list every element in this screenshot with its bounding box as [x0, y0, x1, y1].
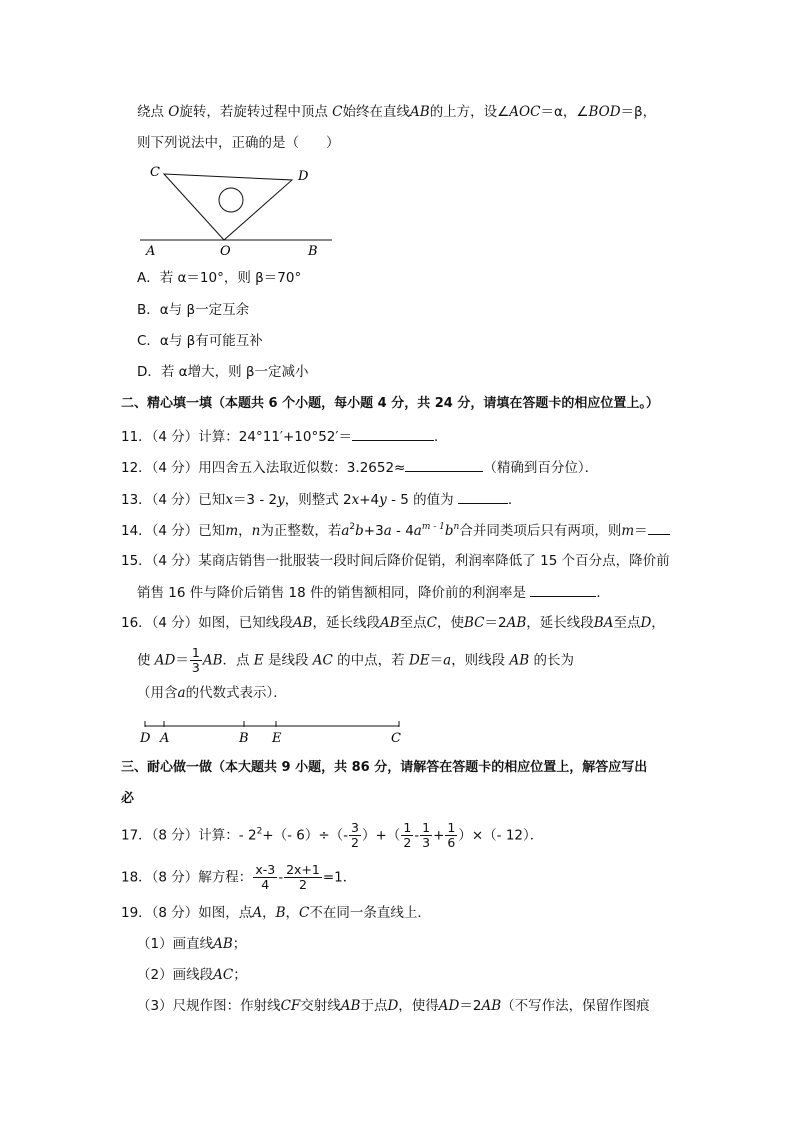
label-C: C: [150, 165, 160, 180]
q19-step2: （2）画线段AC；: [137, 967, 247, 983]
triangle-COD: [164, 174, 292, 240]
q16-line3: （用含a的代数式表示）．: [137, 685, 287, 701]
fraction-1-6: $\frac{1}{6}$: [447, 820, 456, 850]
q15-blank[interactable]: [530, 582, 596, 597]
q17: 17．（8 分）计算：- $2^2+(-$ 6）÷（- $\frac{3}{2}$ ）+（ $\frac{1}{2}$ - $\frac{1}{3}$ + $\frac{1}{6}$ ）×（- 12）．: [121, 820, 544, 850]
q16-line1: 16．（4 分）如图，已知线段AB，延长线段AB至点C，使BC＝2AB，延长线段BA至点D，: [121, 615, 665, 631]
q12-blank[interactable]: [405, 457, 483, 472]
q10-line1: 绕点 O旋转，若旋转过程中顶点 C始终在直线AB的上方，设∠AOC＝α，∠BOD＝β，: [137, 104, 657, 120]
label-O: O: [220, 244, 231, 259]
q11: 11．（4 分）计算：24°11′+10°52′＝ ．: [121, 426, 447, 447]
q10-figure: [140, 160, 340, 260]
q19: 19．（8 分）如图，点A，B，C不在同一条直线上．: [121, 905, 431, 921]
section-2-title: 二、精心填一填（本题共 6 个小题，每小题 4 分，共 24 分，请填在答题卡的相应位置上。）: [121, 396, 659, 411]
q10-option-a: A．若 α＝10°，则 β＝70°: [137, 270, 302, 286]
q19-step3: （3）尺规作图：作射线CF交射线AB于点D，使得AD＝2AB（不写作法，保留作图痕: [137, 998, 650, 1014]
label-B: B: [308, 244, 318, 259]
label-E: E: [272, 731, 282, 746]
label-A: A: [146, 244, 156, 259]
fraction-one-third: $\frac{1}{3}$: [191, 645, 200, 675]
section-3-title-line1: 三、耐心做一做（本大题共 9 小题，共 86 分，请解答在答题卡的相应位置上，解答应写出: [121, 760, 648, 775]
q11-blank[interactable]: [352, 426, 434, 441]
q19-step1: （1）画直线AB；: [137, 936, 247, 952]
q14-blank[interactable]: [648, 520, 670, 535]
q10-option-b: B．α与 β一定互余: [137, 302, 250, 318]
fraction-x-minus-3-over-4: $\frac{x-3}{4}$: [255, 862, 276, 892]
q10-option-d: D．若 α增大，则 β一定减小: [137, 364, 309, 380]
q18: 18．（8 分）解方程： $\frac{x-3}{4}$ - $\frac{2x+1}{2}$ =1．: [121, 862, 357, 892]
fraction-1-2: $\frac{1}{2}$: [403, 820, 412, 850]
label-B: B: [239, 731, 249, 746]
q10-line2: 则下列说法中，正确的是（ ）: [137, 135, 340, 151]
q15-line1: 15．（4 分）某商店销售一批服装一段时间后降价促销，利润率降低了 15 个百分点，降价前: [121, 553, 670, 569]
q13: 13．（4 分）已知x＝3 - 2y，则整式 2x+4y - 5 的值为 ．: [121, 489, 521, 510]
label-D: D: [140, 731, 151, 746]
q14: 14．（4 分）已知m，n为正整数，若$a^2b+3a - 4a^{m - 1}b^n$合并同类项后只有两项，则m＝: [121, 520, 670, 541]
q10-option-c: C．α与 β有可能互补: [137, 333, 263, 349]
fraction-2x-plus-1-over-2: $\frac{2x+1}{2}$: [286, 862, 320, 892]
q16-figure: [138, 716, 408, 746]
label-D: D: [298, 169, 309, 184]
triangle-hole: [219, 188, 243, 212]
label-A: A: [160, 731, 170, 746]
q12: 12．（4 分）用四舍五入法取近似数：3.2652≈ （精确到百分位）．: [121, 457, 598, 478]
label-C: C: [391, 731, 401, 746]
q16-line2: 使 AD＝ $\frac{1}{3}$ AB．点 E 是线段 AC 的中点，若 DE＝a，则线段 AB 的长为: [137, 645, 574, 675]
fraction-1-3: $\frac{1}{3}$: [422, 820, 431, 850]
q15-line2: 销售 16 件与降价后销售 18 件的销售额相同，降价前的利润率是 ．: [137, 582, 610, 603]
fraction-3-2: $\frac{3}{2}$: [351, 820, 359, 850]
q13-blank[interactable]: [458, 489, 508, 504]
section-3-title-line2: 必: [121, 791, 135, 806]
